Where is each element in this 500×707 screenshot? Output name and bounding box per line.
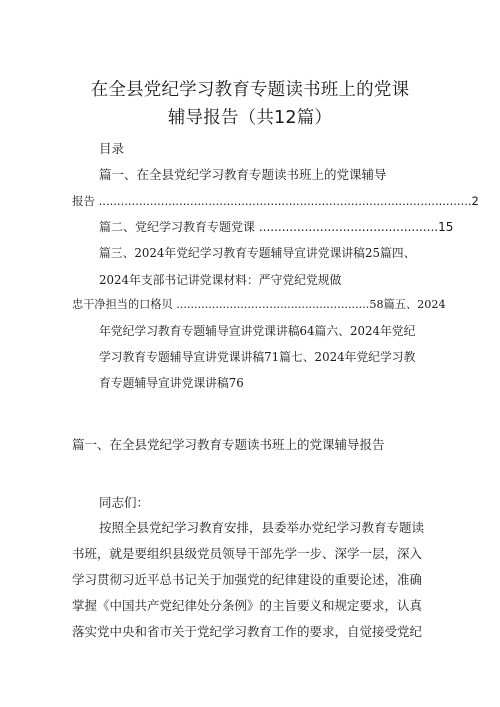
- toc-line: 篇一、在全县党纪学习教育专题读书班上的党课辅导: [99, 167, 387, 182]
- toc-line: 育专题辅导宣讲党课讲稿76: [99, 376, 244, 390]
- body-line: 按照全县党纪学习教育安排，县委举办党纪学习教育专题读: [99, 520, 425, 535]
- document-title-line-2: 辅导报告（共12篇）: [167, 108, 333, 128]
- toc-line: 忠干净担当的口格贝 ......................‥.‥.................‥........58篇五、2024: [72, 298, 446, 311]
- document-title-line-1: 在全县党纪学习教育专题读书班上的党课: [90, 80, 410, 100]
- toc-line: 年党纪学习教育专题辅导宣讲党课讲稿64篇六、2024年党纪: [99, 324, 416, 338]
- body-line: 书班，就是要组织县级党员领导干部先学一步、深学一层，深入: [72, 546, 423, 561]
- toc-line: 报告 ......................................................................................................2: [72, 194, 479, 208]
- toc-line: 2024年支部书记讲党课材料：严守党纪党规做: [99, 273, 342, 287]
- body-line: 掌握《中国共产党纪律处分条例》的主旨要义和规定要求，认真: [72, 598, 423, 613]
- salutation: 同志们：: [99, 495, 150, 510]
- body-line: 学习贯彻习近平总书记关于加强党的纪律建设的重要论述，准确: [72, 572, 423, 587]
- toc-line: 篇二、党纪学习教育专题党课 ...............................................15: [99, 220, 454, 234]
- section-heading: 篇一、在全县党纪学习教育专题读书班上的党课辅导报告: [72, 437, 385, 452]
- toc-line: 篇三、2024年党纪学习教育专题辅导宣讲党课讲稿25篇四、: [99, 246, 416, 260]
- body-line: 落实党中央和省市关于党纪学习教育工作的要求，自觉接受党纪: [72, 624, 423, 639]
- toc-heading: 目录: [99, 141, 125, 156]
- toc-line: 学习教育专题辅导宣讲党课讲稿71篇七、2024年党纪学习教: [99, 350, 416, 364]
